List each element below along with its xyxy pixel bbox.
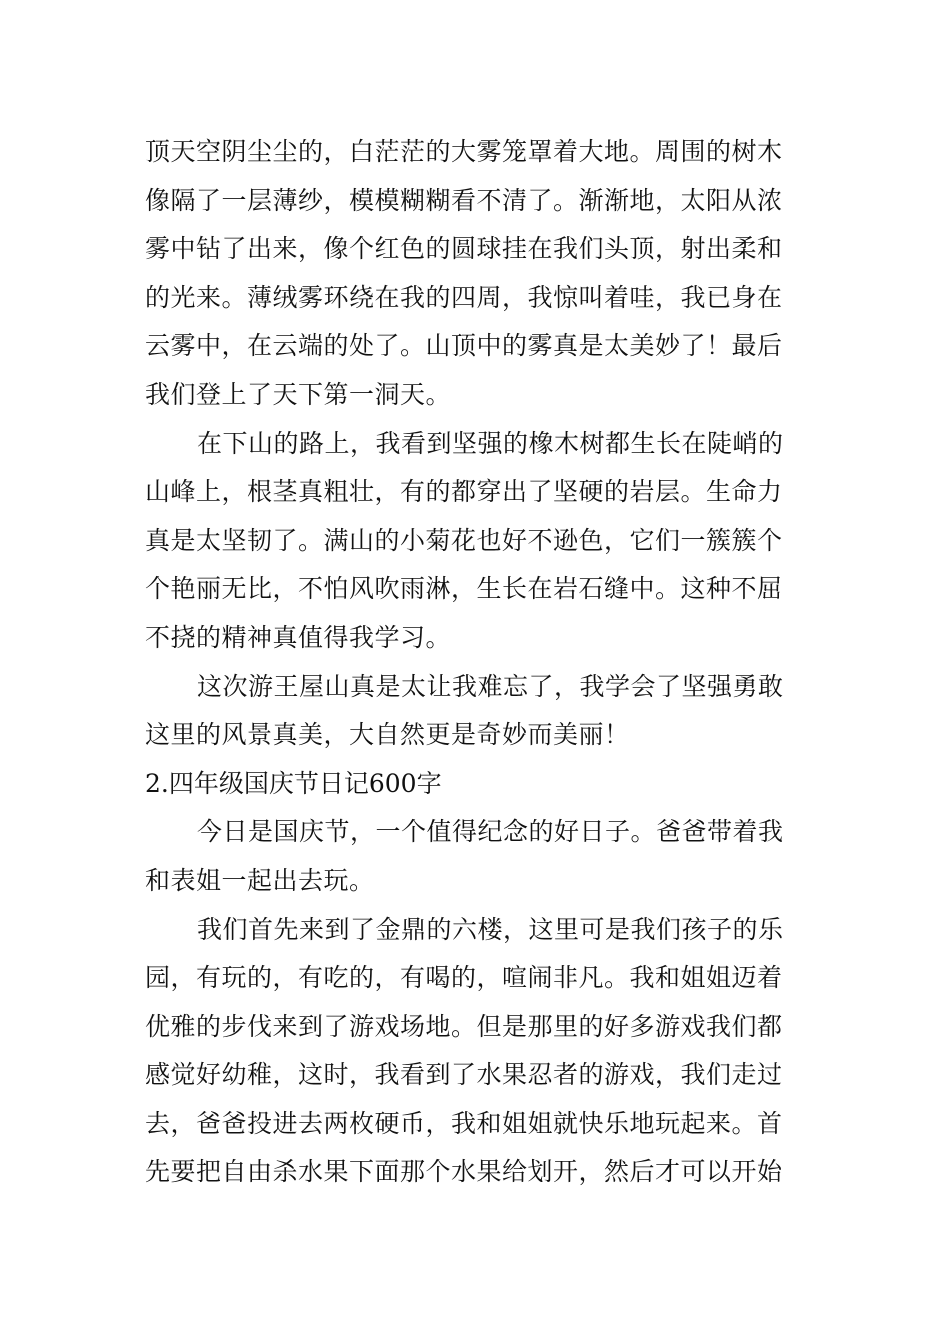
text-line: 雾中钻了出来，像个红色的圆球挂在我们头顶，射出柔和: [145, 234, 783, 264]
text-line: 不挠的精神真值得我学习。: [145, 622, 452, 652]
text-line: 像隔了一层薄纱，模模糊糊看不清了。渐渐地，太阳从浓: [145, 185, 783, 215]
text-line: 云雾中，在云端的处了。山顶中的雾真是太美妙了！最后: [145, 331, 783, 361]
document-body: [145, 128, 810, 1197]
text-line: 真是太坚韧了。满山的小菊花也好不逊色，它们一簇簇个: [145, 525, 783, 555]
paragraph-first-line: 这次游王屋山真是太让我难忘了，我学会了坚强勇敢: [197, 671, 784, 701]
section-heading: 2.四年级国庆节日记600字: [145, 768, 442, 798]
text-line: 去，爸爸投进去两枚硬币，我和姐姐就快乐地玩起来。首: [145, 1108, 783, 1138]
text-line: 顶天空阴尘尘的，白茫茫的大雾笼罩着大地。周围的树木: [145, 137, 783, 166]
paragraph-first-line: 今日是国庆节，一个值得纪念的好日子。爸爸带着我: [197, 817, 784, 847]
text-line: 和表姐一起出去玩。: [145, 865, 375, 895]
paragraph-first-line: 我们首先来到了金鼎的六楼，这里可是我们孩子的乐: [197, 914, 784, 944]
text-line: 先要把自由杀水果下面那个水果给划开，然后才可以开始: [145, 1157, 783, 1187]
text-line: 这里的风景真美，大自然更是奇妙而美丽！: [145, 720, 630, 750]
text-line: 感觉好幼稚，这时，我看到了水果忍者的游戏，我们走过: [145, 1060, 783, 1090]
text-line: 园，有玩的，有吃的，有喝的，喧闹非凡。我和姐姐迈着: [145, 963, 783, 993]
text-line: 个艳丽无比，不怕风吹雨淋，生长在岩石缝中。这种不屈: [145, 574, 783, 604]
text-line: 山峰上，根茎真粗壮，有的都穿出了坚硬的岩层。生命力: [145, 477, 783, 507]
text-line: 我们登上了天下第一洞天。: [145, 379, 452, 409]
paragraph-first-line: 在下山的路上，我看到坚强的橡木树都生长在陡峭的: [197, 428, 784, 458]
text-line: 优雅的步伐来到了游戏场地。但是那里的好多游戏我们都: [145, 1011, 783, 1041]
text-line: 的光来。薄绒雾环绕在我的四周，我惊叫着哇，我已身在: [145, 282, 783, 312]
